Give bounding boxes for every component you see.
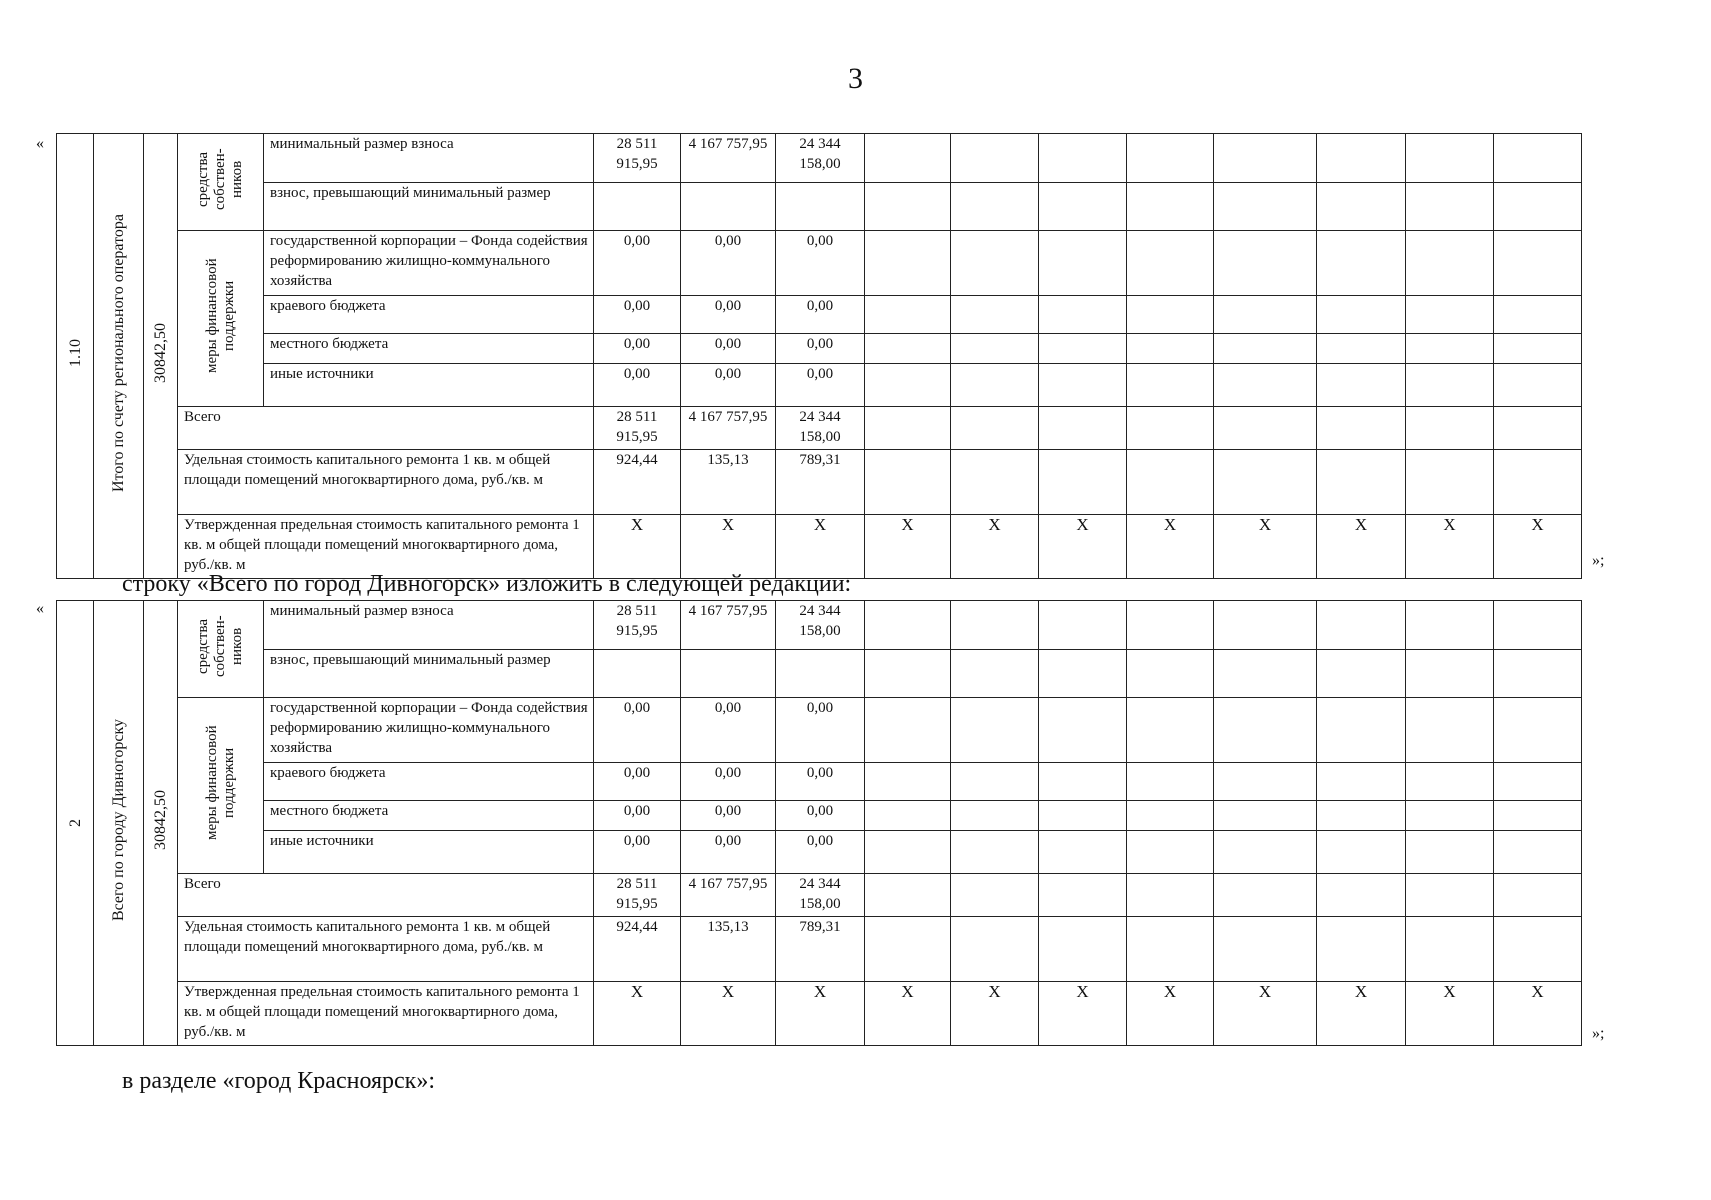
empty-cell: [1494, 450, 1582, 515]
empty-cell: [1039, 134, 1127, 183]
table-row-limit-cost: [57, 982, 1582, 1046]
x-mark: X: [951, 982, 1039, 1046]
row-label: государственной корпорации – Фонда содействия реформированию жилищно-коммунального хозяйства: [264, 698, 594, 763]
empty-cell: [1406, 296, 1494, 334]
empty-cell: [1127, 364, 1214, 407]
group-support-cell: [178, 698, 264, 874]
empty-cell: [1214, 296, 1317, 334]
value-cell: 0,00: [594, 231, 681, 296]
value-cell: 24 344 158,00: [776, 874, 865, 917]
empty-cell: [865, 917, 951, 982]
value-cell: 0,00: [776, 296, 865, 334]
value-cell: 0,00: [681, 364, 776, 407]
empty-cell: [865, 649, 951, 698]
empty-cell: [1317, 601, 1406, 650]
empty-cell: [1039, 407, 1127, 450]
value-cell: 135,13: [681, 917, 776, 982]
x-mark: X: [865, 982, 951, 1046]
empty-cell: [1494, 917, 1582, 982]
value-cell: 0,00: [594, 801, 681, 831]
empty-cell: [865, 601, 951, 650]
x-mark: X: [594, 982, 681, 1046]
area-cell: [144, 134, 178, 579]
value-cell: 0,00: [594, 334, 681, 364]
value-cell: 28 511 915,95: [594, 874, 681, 917]
empty-cell: [1406, 231, 1494, 296]
x-mark: X: [1406, 982, 1494, 1046]
empty-cell: [1039, 649, 1127, 698]
row-label: краевого бюджета: [264, 763, 594, 801]
empty-cell: [1214, 874, 1317, 917]
row-label: местного бюджета: [264, 334, 594, 364]
row-label: взнос, превышающий минимальный размер: [264, 649, 594, 698]
empty-cell: [951, 763, 1039, 801]
row-number-cell: [57, 134, 94, 579]
value-cell: 4 167 757,95: [681, 134, 776, 183]
value-cell: 789,31: [776, 450, 865, 515]
empty-cell: [865, 364, 951, 407]
empty-cell: [1214, 698, 1317, 763]
empty-cell: [1406, 698, 1494, 763]
empty-cell: [1494, 831, 1582, 874]
empty-cell: [1127, 649, 1214, 698]
value-cell: 135,13: [681, 450, 776, 515]
limit-cost-label: Утвержденная предельная стоимость капитального ремонта 1 кв. м общей площади помещений многоквартирного дома, руб./кв. м: [178, 515, 594, 579]
empty-cell: [1214, 407, 1317, 450]
x-mark: X: [1317, 515, 1406, 579]
group-support-label: меры финансовой поддержки: [203, 258, 237, 373]
empty-cell: [1039, 698, 1127, 763]
empty-cell: [1494, 334, 1582, 364]
x-mark: X: [951, 515, 1039, 579]
empty-cell: [1127, 334, 1214, 364]
value-cell: 28 511 915,95: [594, 134, 681, 183]
empty-cell: [1494, 698, 1582, 763]
value-cell: 28 511 915,95: [594, 601, 681, 650]
empty-cell: [1214, 763, 1317, 801]
section-text: в разделе «город Красноярск»:: [122, 1068, 436, 1094]
empty-cell: [951, 407, 1039, 450]
empty-cell: [1317, 134, 1406, 183]
empty-cell: [1039, 450, 1127, 515]
empty-cell: [1494, 407, 1582, 450]
empty-cell: [1214, 649, 1317, 698]
x-mark: X: [1494, 982, 1582, 1046]
table-row: [57, 334, 1582, 364]
empty-cell: [1406, 407, 1494, 450]
x-mark: X: [776, 515, 865, 579]
empty-cell: [1317, 364, 1406, 407]
table-row: [57, 182, 1582, 231]
table-row-limit-cost: [57, 515, 1582, 579]
empty-cell: [1214, 917, 1317, 982]
table-row: [57, 801, 1582, 831]
empty-cell: [951, 601, 1039, 650]
row-label: иные источники: [264, 364, 594, 407]
group-owners-label: средства собствен-ников: [195, 148, 245, 210]
row-label: иные источники: [264, 831, 594, 874]
empty-cell: [1127, 601, 1214, 650]
value-cell: 924,44: [594, 917, 681, 982]
value-cell: 0,00: [681, 763, 776, 801]
empty-cell: [1127, 182, 1214, 231]
unit-cost-label: Удельная стоимость капитального ремонта 1 кв. м общей площади помещений многоквартирного дома, руб./кв. м: [178, 450, 594, 515]
empty-cell: [951, 231, 1039, 296]
value-cell: [681, 649, 776, 698]
x-mark: X: [1214, 982, 1317, 1046]
row-label: минимальный размер взноса: [264, 601, 594, 650]
x-mark: X: [681, 982, 776, 1046]
empty-cell: [1406, 831, 1494, 874]
empty-cell: [1406, 134, 1494, 183]
value-cell: 0,00: [681, 831, 776, 874]
empty-cell: [1406, 763, 1494, 801]
empty-cell: [865, 407, 951, 450]
empty-cell: [1317, 231, 1406, 296]
empty-cell: [1127, 134, 1214, 183]
x-mark: X: [1494, 515, 1582, 579]
value-cell: [681, 182, 776, 231]
value-cell: 0,00: [681, 231, 776, 296]
value-cell: 0,00: [681, 801, 776, 831]
table-row: [57, 231, 1582, 296]
empty-cell: [1127, 874, 1214, 917]
empty-cell: [1127, 763, 1214, 801]
empty-cell: [1039, 296, 1127, 334]
quote-close-1: »;: [1592, 552, 1605, 569]
empty-cell: [1317, 407, 1406, 450]
empty-cell: [1494, 134, 1582, 183]
value-cell: 0,00: [776, 763, 865, 801]
row-label: минимальный размер взноса: [264, 134, 594, 183]
empty-cell: [951, 874, 1039, 917]
empty-cell: [951, 134, 1039, 183]
empty-cell: [1317, 182, 1406, 231]
empty-cell: [1494, 763, 1582, 801]
empty-cell: [1494, 874, 1582, 917]
value-cell: 0,00: [681, 698, 776, 763]
unit-cost-label: Удельная стоимость капитального ремонта 1 кв. м общей площади помещений многоквартирного дома, руб./кв. м: [178, 917, 594, 982]
empty-cell: [1494, 231, 1582, 296]
value-cell: [776, 649, 865, 698]
value-cell: 0,00: [776, 698, 865, 763]
row-number-cell: [57, 601, 94, 1046]
empty-cell: [951, 296, 1039, 334]
empty-cell: [865, 231, 951, 296]
empty-cell: [865, 763, 951, 801]
empty-cell: [1039, 601, 1127, 650]
empty-cell: [1039, 334, 1127, 364]
empty-cell: [1039, 364, 1127, 407]
empty-cell: [1406, 334, 1494, 364]
empty-cell: [1039, 917, 1127, 982]
empty-cell: [1214, 450, 1317, 515]
empty-cell: [951, 917, 1039, 982]
group-owners-label: средства собствен-ников: [195, 615, 245, 677]
group-support-cell: [178, 231, 264, 407]
empty-cell: [1317, 450, 1406, 515]
empty-cell: [1127, 231, 1214, 296]
value-cell: 4 167 757,95: [681, 407, 776, 450]
empty-cell: [1214, 364, 1317, 407]
empty-cell: [951, 698, 1039, 763]
empty-cell: [1039, 763, 1127, 801]
empty-cell: [1406, 601, 1494, 650]
value-cell: 0,00: [594, 296, 681, 334]
empty-cell: [1039, 831, 1127, 874]
empty-cell: [1127, 917, 1214, 982]
empty-cell: [865, 450, 951, 515]
table-row: [57, 134, 1582, 183]
value-cell: 0,00: [776, 364, 865, 407]
empty-cell: [1127, 407, 1214, 450]
x-mark: X: [776, 982, 865, 1046]
empty-cell: [865, 874, 951, 917]
empty-cell: [1494, 601, 1582, 650]
value-cell: 4 167 757,95: [681, 874, 776, 917]
value-cell: [594, 182, 681, 231]
row-number: 1.10: [66, 339, 84, 367]
area-cell: [144, 601, 178, 1046]
empty-cell: [1494, 296, 1582, 334]
empty-cell: [1317, 801, 1406, 831]
value-cell: 0,00: [776, 334, 865, 364]
row-title-cell: [94, 601, 144, 1046]
value-cell: 0,00: [776, 831, 865, 874]
empty-cell: [1039, 801, 1127, 831]
row-label: государственной корпорации – Фонда содействия реформированию жилищно-коммунального хозяйства: [264, 231, 594, 296]
empty-cell: [1317, 874, 1406, 917]
value-cell: 24 344 158,00: [776, 407, 865, 450]
empty-cell: [1214, 601, 1317, 650]
x-mark: X: [1127, 515, 1214, 579]
empty-cell: [1039, 874, 1127, 917]
empty-cell: [1406, 874, 1494, 917]
table-row: [57, 649, 1582, 698]
instruction-text: строку «Всего по город Дивногорск» изложить в следующей редакции:: [122, 571, 852, 597]
empty-cell: [1317, 917, 1406, 982]
value-cell: 24 344 158,00: [776, 601, 865, 650]
value-cell: 0,00: [776, 231, 865, 296]
x-mark: X: [1039, 515, 1127, 579]
empty-cell: [951, 649, 1039, 698]
empty-cell: [1127, 296, 1214, 334]
empty-cell: [1406, 364, 1494, 407]
table-row: [57, 698, 1582, 763]
value-cell: 0,00: [594, 763, 681, 801]
empty-cell: [865, 801, 951, 831]
value-cell: 0,00: [594, 831, 681, 874]
empty-cell: [1406, 801, 1494, 831]
table-row-total: [57, 407, 1582, 450]
x-mark: X: [1214, 515, 1317, 579]
empty-cell: [951, 182, 1039, 231]
empty-cell: [1214, 231, 1317, 296]
empty-cell: [1406, 649, 1494, 698]
empty-cell: [865, 182, 951, 231]
empty-cell: [1317, 698, 1406, 763]
value-cell: [594, 649, 681, 698]
table-row: [57, 364, 1582, 407]
empty-cell: [865, 134, 951, 183]
limit-cost-label: Утвержденная предельная стоимость капитального ремонта 1 кв. м общей площади помещений многоквартирного дома, руб./кв. м: [178, 982, 594, 1046]
value-cell: 4 167 757,95: [681, 601, 776, 650]
empty-cell: [1406, 182, 1494, 231]
total-label: Всего: [178, 874, 594, 917]
value-cell: 24 344 158,00: [776, 134, 865, 183]
empty-cell: [1039, 231, 1127, 296]
group-owners-cell: [178, 134, 264, 231]
empty-cell: [951, 450, 1039, 515]
value-cell: 924,44: [594, 450, 681, 515]
value-cell: 0,00: [681, 334, 776, 364]
x-mark: X: [1406, 515, 1494, 579]
value-cell: [776, 182, 865, 231]
value-cell: 28 511 915,95: [594, 407, 681, 450]
value-cell: 0,00: [594, 364, 681, 407]
empty-cell: [1127, 698, 1214, 763]
empty-cell: [1494, 801, 1582, 831]
empty-cell: [1494, 364, 1582, 407]
row-label: взнос, превышающий минимальный размер: [264, 182, 594, 231]
empty-cell: [1317, 334, 1406, 364]
table-row-total: [57, 874, 1582, 917]
empty-cell: [1214, 134, 1317, 183]
value-cell: 0,00: [594, 698, 681, 763]
x-mark: X: [1317, 982, 1406, 1046]
row-title-cell: [94, 134, 144, 579]
group-support-label: меры финансовой поддержки: [203, 725, 237, 840]
table-row: [57, 296, 1582, 334]
row-title: Всего по городу Дивногорску: [110, 718, 127, 922]
empty-cell: [865, 296, 951, 334]
area-value: 30842,50: [152, 323, 169, 383]
x-mark: X: [681, 515, 776, 579]
empty-cell: [1127, 450, 1214, 515]
quote-open-1: «: [36, 135, 44, 152]
row-label: краевого бюджета: [264, 296, 594, 334]
total-label: Всего: [178, 407, 594, 450]
empty-cell: [1406, 917, 1494, 982]
table-row-unit-cost: [57, 450, 1582, 515]
value-cell: 789,31: [776, 917, 865, 982]
empty-cell: [1127, 831, 1214, 874]
empty-cell: [1127, 801, 1214, 831]
table-row: [57, 831, 1582, 874]
x-mark: X: [865, 515, 951, 579]
table-regional-operator: [56, 133, 1582, 579]
empty-cell: [951, 801, 1039, 831]
x-mark: X: [594, 515, 681, 579]
table-row: [57, 763, 1582, 801]
empty-cell: [1214, 831, 1317, 874]
table-row: [57, 601, 1582, 650]
empty-cell: [1494, 649, 1582, 698]
value-cell: 0,00: [681, 296, 776, 334]
empty-cell: [1406, 450, 1494, 515]
empty-cell: [951, 334, 1039, 364]
row-number: 2: [66, 819, 84, 827]
row-title: Итого по счету регионального оператора: [110, 213, 127, 493]
table-row-unit-cost: [57, 917, 1582, 982]
quote-open-2: «: [36, 600, 44, 617]
group-owners-cell: [178, 601, 264, 698]
quote-close-2: »;: [1592, 1025, 1605, 1042]
empty-cell: [865, 334, 951, 364]
empty-cell: [865, 831, 951, 874]
empty-cell: [1214, 182, 1317, 231]
empty-cell: [1317, 763, 1406, 801]
value-cell: 0,00: [776, 801, 865, 831]
empty-cell: [1317, 296, 1406, 334]
area-value: 30842,50: [152, 790, 169, 850]
empty-cell: [865, 698, 951, 763]
x-mark: X: [1039, 982, 1127, 1046]
empty-cell: [1039, 182, 1127, 231]
row-label: местного бюджета: [264, 801, 594, 831]
empty-cell: [1494, 182, 1582, 231]
empty-cell: [1214, 334, 1317, 364]
x-mark: X: [1127, 982, 1214, 1046]
empty-cell: [951, 831, 1039, 874]
empty-cell: [1317, 649, 1406, 698]
empty-cell: [1214, 801, 1317, 831]
empty-cell: [951, 364, 1039, 407]
page-number: 3: [848, 62, 863, 95]
table-divnogorsk-total: [56, 600, 1582, 1046]
empty-cell: [1317, 831, 1406, 874]
